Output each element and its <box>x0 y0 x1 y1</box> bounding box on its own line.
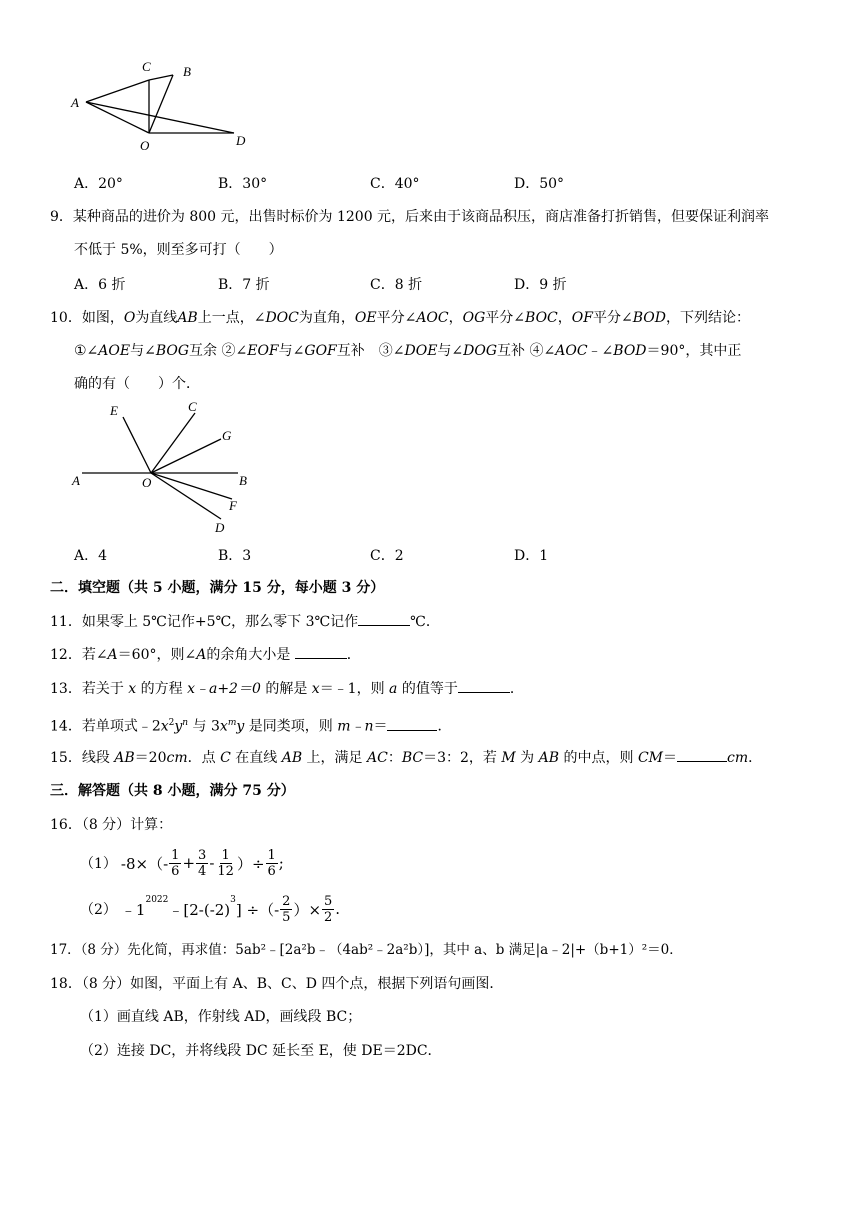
q16-frac5 <box>280 894 292 925</box>
q10-option-b: B．3 <box>218 548 252 564</box>
q15-p6: ： <box>387 750 402 766</box>
q15-p7: ＝3：2，若 <box>423 750 502 766</box>
q10-t17: BOD <box>632 310 666 326</box>
q16-p2-label: （2） <box>80 902 117 918</box>
q15-unit: cm <box>726 750 749 766</box>
q16-f6d: 2 <box>324 909 333 925</box>
q13-p4: ＝﹣1，则 <box>319 681 390 697</box>
q10-label-O: O <box>142 475 152 490</box>
q10-u12: 互补 ④∠ <box>497 343 556 359</box>
q9-option-a: A．6 折 <box>74 277 126 293</box>
q10-t7: OE <box>354 310 377 326</box>
q16-p2-c: ] ÷（- <box>235 900 280 919</box>
q14-mn: m﹣n <box>337 718 374 735</box>
q10-label-A: A <box>72 473 80 488</box>
q10-t16: 平分∠ <box>592 310 633 326</box>
q16-head: 16．（8 分）计算： <box>50 817 173 833</box>
q16-f5n: 2 <box>282 893 291 909</box>
q14-x2: x <box>219 718 228 735</box>
q10-u4: 互余 ②∠ <box>189 343 248 359</box>
q10-line1 <box>50 308 750 328</box>
q13-p1: 13．若关于 <box>50 681 129 697</box>
q16-part2 <box>80 889 340 929</box>
q15-m: M <box>501 750 516 766</box>
q10-u6: 与∠ <box>278 343 305 359</box>
q15-ac: AC <box>367 750 388 766</box>
q8-option-d: D．50° <box>514 176 565 192</box>
q8-figure <box>60 55 270 155</box>
q18-line3: （2）连接 DC，并将线段 DC 延长至 E，使 DE＝2DC． <box>80 1043 442 1059</box>
q10-t8: 平分∠ <box>376 310 417 326</box>
q15-p2: ＝20 <box>134 750 167 766</box>
q10-t15: OF <box>571 310 593 326</box>
q12-answer-blank[interactable] <box>295 644 347 659</box>
q16-p2-end: . <box>335 900 341 918</box>
q10-t1: O <box>123 310 136 326</box>
q15 <box>50 747 762 768</box>
q10-u2: 与∠ <box>130 343 156 359</box>
q15-p1: 15．线段 <box>50 750 115 766</box>
q10-t4: 上一点，∠ <box>197 310 266 326</box>
q8-label-B: B <box>183 64 191 79</box>
q14-p3: 是同类项，则 <box>244 718 338 735</box>
q15-cm: cm <box>166 750 188 766</box>
q16-f5d: 5 <box>282 909 291 925</box>
q16-frac4 <box>266 848 278 879</box>
q8-option-c: C．40° <box>370 176 420 192</box>
q13-expr: x﹣a+2＝0 <box>187 681 261 697</box>
q13-a: a <box>389 681 398 697</box>
q15-bc: BC <box>401 750 424 766</box>
q10-t11: OG <box>462 310 486 326</box>
q11-pre: 11．如果零上 5℃记作+5℃，那么零下 3℃记作 <box>50 614 359 630</box>
q16-p2-d: ）× <box>293 900 322 919</box>
q10-option-c: C．2 <box>370 548 404 564</box>
q10-option-d: D．1 <box>514 548 549 564</box>
q16-p2-b: ﹣[2-(-2) <box>168 900 231 919</box>
q16-p1-label: （1） <box>80 856 117 872</box>
q10-t0: 10．如图， <box>50 310 124 326</box>
q16-p2-a: ﹣1 <box>120 900 146 919</box>
q10-figure <box>60 395 270 540</box>
q14-post: ． <box>437 718 452 735</box>
q11-post: ℃． <box>410 614 440 630</box>
q10-t5: DOC <box>265 310 299 326</box>
q8-option-a: A．20° <box>74 176 123 192</box>
q15-p3: ．点 <box>187 750 221 766</box>
q10-u10: 与∠ <box>437 343 464 359</box>
q13-p3: 的解是 <box>260 681 312 697</box>
q9-option-d: D．9 折 <box>514 277 567 293</box>
q9-line1: 9．某种商品的进价为 800 元，出售时标价为 1200 元，后来由于该商品积压，商店准备打折销售，但要保证利润率 <box>50 209 770 225</box>
q15-p5: 上，满足 <box>302 750 368 766</box>
q13-answer-blank[interactable] <box>458 678 510 693</box>
q8-label-D: D <box>236 133 246 148</box>
q10-t10: ， <box>448 310 463 326</box>
q12-mid: ＝60°，则∠ <box>117 647 197 663</box>
q15-cm-seg: CM <box>637 750 663 766</box>
q16-p1-a: -8×（- <box>120 854 169 873</box>
q16-p1-end: ; <box>278 854 284 872</box>
q8-label-O: O <box>140 138 150 153</box>
q15-ab2: AB <box>281 750 303 766</box>
q12 <box>50 644 361 665</box>
q14-e1: 2 <box>168 718 175 728</box>
q18-line2: （1）画直线 AB，作射线 AD，画线段 BC； <box>80 1009 362 1025</box>
q14-answer-blank[interactable] <box>387 716 437 731</box>
q16-p2-exp2: 3 <box>230 895 236 905</box>
q16-f3n: 1 <box>221 847 230 863</box>
q14-m: m <box>227 718 237 728</box>
q14 <box>50 713 451 737</box>
q11 <box>50 611 440 632</box>
q10-t12: 平分∠ <box>485 310 526 326</box>
q13-x1: x <box>128 681 137 697</box>
q16-frac2 <box>196 848 208 879</box>
q10-u14: ﹣∠ <box>587 343 614 359</box>
q16-f6n: 5 <box>324 893 333 909</box>
q10-t9: AOC <box>416 310 449 326</box>
q10-u7: GOF <box>304 343 337 359</box>
q10-u13: AOC <box>555 343 588 359</box>
q8-option-b: B．30° <box>218 176 268 192</box>
q12-mid2: 的余角大小是 <box>206 647 295 663</box>
q16-frac3 <box>215 848 236 879</box>
section-2-heading: 二．填空题（共 5 小题，满分 15 分，每小题 3 分） <box>50 580 385 596</box>
q10-u8: 互补 ③∠ <box>336 343 405 359</box>
q15-c: C <box>220 750 231 766</box>
q16-f1n: 1 <box>171 847 180 863</box>
q16-plus: + <box>182 854 196 872</box>
q14-p1: 14．若单项式﹣2 <box>50 718 161 735</box>
q14-p4: ＝ <box>373 718 388 735</box>
q16-f1d: 6 <box>171 863 180 879</box>
q11-answer-blank[interactable] <box>358 611 410 626</box>
q10-t6: 为直角， <box>298 310 355 326</box>
q10-u9: DOE <box>404 343 438 359</box>
q10-u1: AOE <box>98 343 131 359</box>
q10-u11: DOG <box>463 343 498 359</box>
q16-p1-b: ）÷ <box>236 854 265 873</box>
section-3-heading: 三．解答题（共 8 小题，满分 75 分） <box>50 783 295 799</box>
q8-label-A: A <box>71 95 79 110</box>
q10-label-E: E <box>110 403 118 418</box>
q10-line3: 确的有（ ）个． <box>74 376 200 392</box>
q13-post: ． <box>509 681 524 697</box>
q16-frac6 <box>322 894 334 925</box>
q12-pre: 12．若∠ <box>50 647 108 663</box>
q10-u15: BOD <box>613 343 647 359</box>
q10-t18: ，下列结论： <box>665 310 750 326</box>
q18-line1: 18．（8 分）如图，平面上有 A、B、C、D 四个点，根据下列语句画图． <box>50 976 504 992</box>
q13-p2: 的方程 <box>136 681 188 697</box>
q14-x: x <box>160 718 169 735</box>
q10-u16: ＝90°，其中正 <box>646 343 742 359</box>
q10-label-F: F <box>229 498 237 513</box>
q14-y2: y <box>236 718 245 735</box>
q12-var2: A <box>196 647 207 663</box>
q16-f3d: 12 <box>217 863 234 879</box>
q16-p2-exp: 2022 <box>145 895 169 905</box>
q13 <box>50 678 524 699</box>
q9-option-c: C．8 折 <box>370 277 423 293</box>
q16-f4n: 1 <box>267 847 276 863</box>
q16-part1 <box>80 843 284 883</box>
q10-line2 <box>74 341 741 361</box>
q12-var: A <box>107 647 118 663</box>
q8-label-C: C <box>142 59 151 74</box>
q15-post: ． <box>748 750 763 766</box>
q9-line2: 不低于 5%，则至多可打（ ） <box>74 242 283 258</box>
q15-p10: ＝ <box>662 750 677 766</box>
q14-p2: 与 3 <box>188 718 220 735</box>
q13-p5: 的值等于 <box>397 681 458 697</box>
q10-t2: 为直线 <box>135 310 178 326</box>
q16-f2n: 3 <box>198 847 207 863</box>
q10-label-B: B <box>239 473 247 488</box>
q16-frac1 <box>169 848 181 879</box>
q15-answer-blank[interactable] <box>677 747 727 762</box>
q15-ab: AB <box>114 750 135 766</box>
q16-f2d: 4 <box>198 863 207 879</box>
q17: 17．（8 分）先化简，再求值：5ab²﹣[2a²b﹣（4ab²﹣2a²b）]，其中 a、b 满足|a﹣2|+（b+1）²＝0． <box>50 942 683 958</box>
q10-label-D: D <box>215 520 225 535</box>
q10-label-C: C <box>188 399 197 414</box>
q10-t14: ， <box>557 310 572 326</box>
q10-t13: BOC <box>525 310 558 326</box>
q10-u5: EOF <box>247 343 279 359</box>
q10-option-a: A．4 <box>74 548 108 564</box>
q10-t3: AB <box>177 310 198 326</box>
q16-minus: - <box>209 854 215 872</box>
q10-u3: BOG <box>155 343 190 359</box>
q15-ab3: AB <box>538 750 560 766</box>
q14-y: y <box>174 718 183 735</box>
q9-option-b: B．7 折 <box>218 277 270 293</box>
q13-x2: x <box>311 681 320 697</box>
q14-n: n <box>182 718 189 728</box>
q10-label-G: G <box>222 428 232 443</box>
q15-p9: 的中点，则 <box>559 750 638 766</box>
q15-p8: 为 <box>515 750 539 766</box>
q12-post: ． <box>346 647 361 663</box>
q15-p4: 在直线 <box>230 750 282 766</box>
q16-f4d: 6 <box>267 863 276 879</box>
q10-u0: ①∠ <box>74 343 99 359</box>
